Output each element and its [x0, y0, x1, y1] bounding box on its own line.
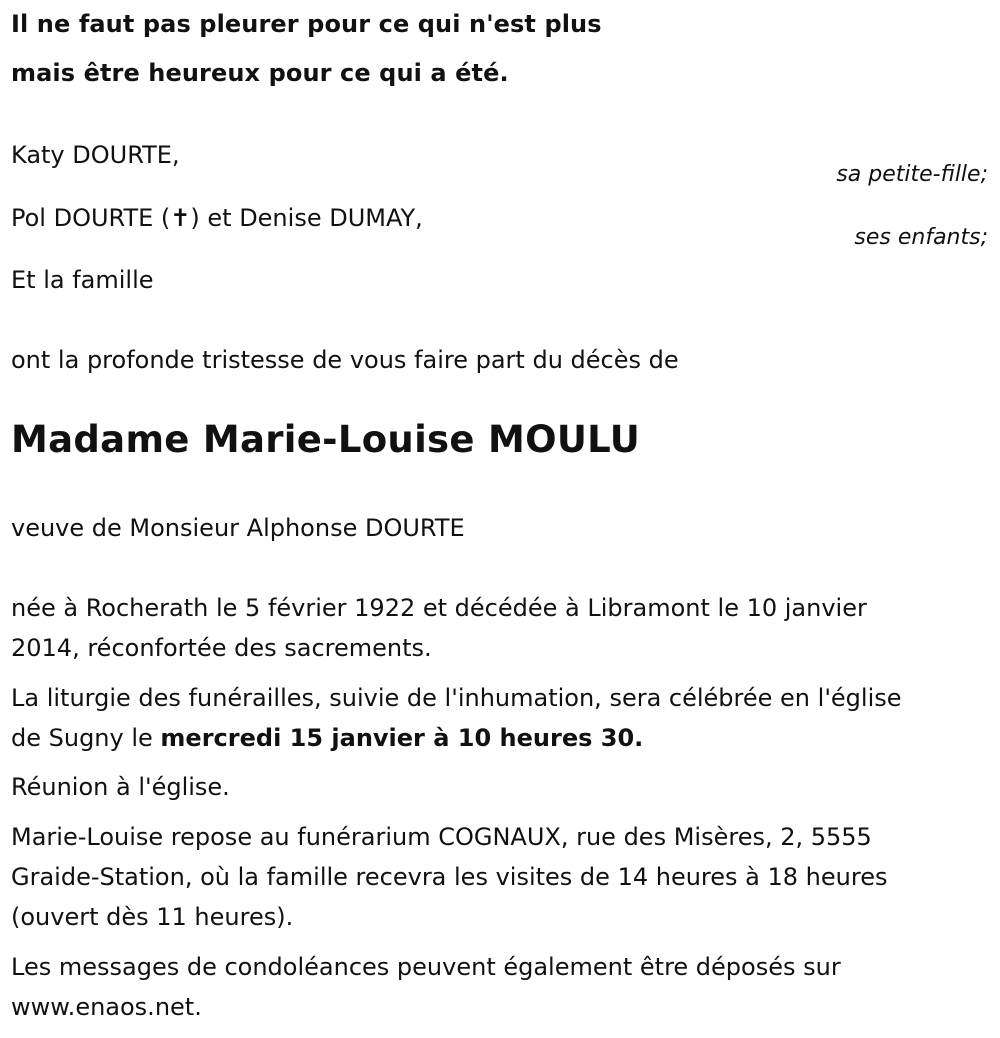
- meeting-text: Réunion à l'église.: [11, 773, 230, 801]
- funeral-line: [11, 718, 991, 758]
- funeral-location: de Sugny le: [11, 724, 161, 752]
- birth-death-line: 2014, réconfortée des sacrements.: [11, 634, 432, 662]
- condolences-line: Les messages de condoléances peuvent également être déposés sur: [11, 953, 841, 981]
- funeral-line: La liturgie des funérailles, suivie de l'inhumation, sera célébrée en l'église: [11, 684, 902, 712]
- birth-death-line: née à Rocherath le 5 février 1922 et décédée à Libramont le 10 janvier: [11, 594, 867, 622]
- funeral-home-line: Marie-Louise repose au funérarium COGNAUX, rue des Misères, 2, 5555: [11, 823, 872, 851]
- announcement-text: ont la profonde tristesse de vous faire part du décès de: [11, 346, 679, 374]
- widow-of: veuve de Monsieur Alphonse DOURTE: [11, 514, 465, 542]
- condolences-link[interactable]: www.enaos.net.: [11, 993, 202, 1021]
- funeral-datetime: mercredi 15 janvier à 10 heures 30.: [160, 724, 644, 752]
- funeral-home-paragraph: [11, 817, 991, 937]
- epigraph-line-2: mais être heureux pour ce qui a été.: [11, 59, 509, 87]
- condolences-paragraph: [11, 947, 991, 1027]
- family-name-part: ) et Denise DUMAY,: [190, 204, 423, 232]
- epigraph-line-1: Il ne faut pas pleurer pour ce qui n'est plus: [11, 10, 602, 38]
- funeral-paragraph: [11, 678, 991, 758]
- relation-granddaughter: sa petite-fille;: [836, 162, 988, 187]
- family-member-pol-denise: [11, 198, 423, 238]
- cross-icon: ✝: [170, 204, 191, 232]
- funeral-home-line: (ouvert dès 11 heures).: [11, 903, 294, 931]
- family-name-part: Pol DOURTE (: [11, 204, 171, 232]
- funeral-home-line: Graide-Station, où la famille recevra les visites de 14 heures à 18 heures: [11, 863, 888, 891]
- birth-death-paragraph: [11, 588, 991, 668]
- family-member-katy: Katy DOURTE,: [11, 141, 180, 169]
- relation-children: ses enfants;: [854, 225, 988, 250]
- family-general: Et la famille: [11, 266, 154, 294]
- deceased-name: Madame Marie-Louise MOULU: [11, 418, 641, 461]
